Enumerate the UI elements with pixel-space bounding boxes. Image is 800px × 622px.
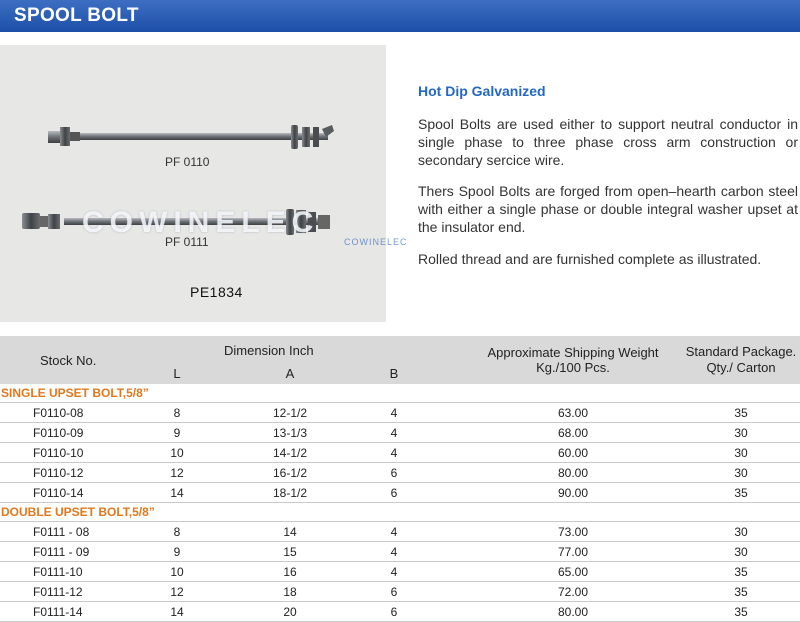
header-b: B xyxy=(364,362,424,384)
cell-a: 12-1/2 xyxy=(216,403,364,423)
cell-package: 35 xyxy=(682,562,800,582)
cell-a: 18-1/2 xyxy=(216,483,364,503)
table-row xyxy=(0,522,800,542)
cell-stock-no: F0110-09 xyxy=(0,423,138,443)
cell-weight: 77.00 xyxy=(424,542,682,562)
title-bar xyxy=(0,0,800,32)
paragraph-usage: Spool Bolts are used either to support neutral conductor in single phase to three phase cross arm construction or secondary sercice wire. xyxy=(418,116,798,168)
section-header-row xyxy=(0,384,800,403)
cell-package: 35 xyxy=(682,602,800,622)
paragraph-material: Thers Spool Bolts are forged from open–hearth carbon steel with either a single phase or double integral washer upset at the insulator end. xyxy=(418,183,798,235)
cell-l: 10 xyxy=(138,443,216,463)
cell-weight: 90.00 xyxy=(424,483,682,503)
cell-l: 10 xyxy=(138,562,216,582)
cell-package: 30 xyxy=(682,443,800,463)
header-l: L xyxy=(138,362,216,384)
cell-a: 15 xyxy=(216,542,364,562)
table-row xyxy=(0,582,800,602)
cell-stock-no: F0111-10 xyxy=(0,562,138,582)
table-row xyxy=(0,403,800,423)
cell-b: 6 xyxy=(364,483,424,503)
watermark-small: COWINELEC xyxy=(344,237,408,247)
cell-stock-no: F0111 - 09 xyxy=(0,542,138,562)
cell-stock-no: F0111-14 xyxy=(0,602,138,622)
cell-stock-no: F0110-14 xyxy=(0,483,138,503)
caption-pf0110: PF 0110 xyxy=(165,155,210,169)
cell-stock-no: F0110-10 xyxy=(0,443,138,463)
cell-b: 6 xyxy=(364,463,424,483)
product-photo xyxy=(0,45,386,322)
cell-b: 4 xyxy=(364,562,424,582)
cell-stock-no: F0111-12 xyxy=(0,582,138,602)
table-row xyxy=(0,463,800,483)
table-row xyxy=(0,602,800,622)
cell-package: 30 xyxy=(682,522,800,542)
cell-package: 30 xyxy=(682,423,800,443)
cell-a: 16 xyxy=(216,562,364,582)
cell-b: 6 xyxy=(364,582,424,602)
cell-b: 4 xyxy=(364,403,424,423)
cell-stock-no: F0110-12 xyxy=(0,463,138,483)
cell-l: 9 xyxy=(138,423,216,443)
cell-weight: 72.00 xyxy=(424,582,682,602)
cell-a: 16-1/2 xyxy=(216,463,364,483)
cell-stock-no: F0111 - 08 xyxy=(0,522,138,542)
cell-l: 8 xyxy=(138,403,216,423)
cell-weight: 68.00 xyxy=(424,423,682,443)
section-header-row xyxy=(0,503,800,522)
cell-package: 35 xyxy=(682,483,800,503)
cell-package: 35 xyxy=(682,403,800,423)
page-title: SPOOL BOLT xyxy=(14,5,139,26)
section-title: SINGLE UPSET BOLT,5/8” xyxy=(0,384,800,403)
cell-b: 4 xyxy=(364,423,424,443)
caption-pf0111: PF 0111 xyxy=(165,235,209,249)
cell-package: 30 xyxy=(682,463,800,483)
cell-l: 12 xyxy=(138,582,216,602)
cell-b: 4 xyxy=(364,522,424,542)
cell-l: 14 xyxy=(138,483,216,503)
cell-l: 14 xyxy=(138,602,216,622)
header-dimension: Dimension Inch xyxy=(138,336,424,362)
cell-a: 20 xyxy=(216,602,364,622)
bolt-pf0110 xyxy=(48,125,334,149)
table-row xyxy=(0,423,800,443)
table-row xyxy=(0,562,800,582)
spec-table xyxy=(0,336,800,622)
header-weight: Approximate Shipping Weight Kg./100 Pcs. xyxy=(424,336,682,384)
cell-weight: 80.00 xyxy=(424,463,682,483)
cell-package: 30 xyxy=(682,542,800,562)
table-row xyxy=(0,483,800,503)
cell-weight: 73.00 xyxy=(424,522,682,542)
cell-b: 4 xyxy=(364,542,424,562)
watermark-logo: COWINELEC xyxy=(82,206,320,239)
header-package: Standard Package. Qty./ Carton xyxy=(682,336,800,384)
cell-a: 18 xyxy=(216,582,364,602)
paragraph-finish: Rolled thread and are furnished complete as illustrated. xyxy=(418,251,762,267)
subtitle: Hot Dip Galvanized xyxy=(418,83,546,99)
cell-l: 9 xyxy=(138,542,216,562)
cell-weight: 65.00 xyxy=(424,562,682,582)
table-row xyxy=(0,542,800,562)
section-title: DOUBLE UPSET BOLT,5/8” xyxy=(0,503,800,522)
cell-b: 4 xyxy=(364,443,424,463)
cell-a: 13-1/3 xyxy=(216,423,364,443)
cell-package: 35 xyxy=(682,582,800,602)
cell-weight: 63.00 xyxy=(424,403,682,423)
cell-a: 14 xyxy=(216,522,364,542)
cell-weight: 60.00 xyxy=(424,443,682,463)
cell-l: 8 xyxy=(138,522,216,542)
cell-weight: 80.00 xyxy=(424,602,682,622)
cell-b: 6 xyxy=(364,602,424,622)
cell-l: 12 xyxy=(138,463,216,483)
header-a: A xyxy=(216,362,364,384)
spool-bolts-illustration xyxy=(0,45,386,322)
cell-a: 14-1/2 xyxy=(216,443,364,463)
table-row xyxy=(0,443,800,463)
product-code: PE1834 xyxy=(190,284,243,300)
cell-stock-no: F0110-08 xyxy=(0,403,138,423)
header-stock-no: Stock No. xyxy=(0,336,138,384)
